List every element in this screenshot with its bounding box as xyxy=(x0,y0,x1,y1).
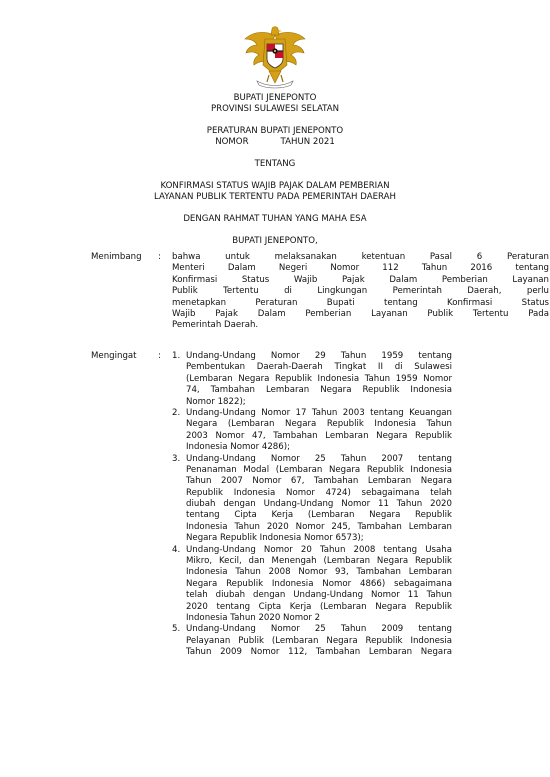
document-title-line-2: LAYANAN PUBLIK TERTENTU PADA PEMERINTAH DAERAH xyxy=(154,192,396,202)
mengingat-item-line: Penanaman Modal (Lembaran Negara Republik Indonesia xyxy=(186,464,452,475)
mengingat-item xyxy=(172,454,550,545)
regent-heading: BUPATI JENEPONTO, xyxy=(232,236,318,246)
nomor-label: NOMOR xyxy=(215,137,249,147)
mengingat-list xyxy=(172,351,550,659)
mengingat-item-line: (Lembaran Negara Republik Indonesia Tahun 1959 Nomor xyxy=(186,373,452,384)
mengingat-item-line: Indonesia Nomor 4286); xyxy=(186,442,290,453)
mengingat-item-line: Undang-Undang Nomor 17 Tahun 2003 tentang Keuangan xyxy=(186,407,452,418)
menimbang-line: Menteri Dalam Negeri Nomor 112 Tahun 2016 tentang xyxy=(172,263,549,274)
mengingat-item-line: Indonesia Tahun 2020 Nomor 245, Tambahan Lembaran xyxy=(186,521,452,532)
menimbang-line: bahwa untuk melaksanakan ketentuan Pasal 6 Peraturan xyxy=(172,252,549,262)
mengingat-item-line: Undang-Undang Nomor 25 Tahun 2009 tentang xyxy=(186,624,452,635)
mengingat-item-line: Pembentukan Daerah-Daerah Tingkat II di Sulawesi xyxy=(186,362,452,373)
mengingat-item-number: 1. xyxy=(172,351,181,361)
mengingat-item-line: Indonesia Tahun 2020 Nomor 2 xyxy=(186,612,321,623)
mengingat-item-line: Indonesia Tahun 2008 Nomor 93, Tambahan Lembaran xyxy=(186,567,452,578)
header-province: PROVINSI SULAWESI SELATAN xyxy=(210,104,340,114)
mengingat-item-line: Mikro, Kecil, dan Menengah (Lembaran Negara Republik xyxy=(186,556,452,567)
invocation-text: DENGAN RAHMAT TUHAN YANG MAHA ESA xyxy=(183,214,367,224)
mengingat-item xyxy=(172,545,550,625)
mengingat-item-line: telah diubah dengan Undang-Undang Nomor 11 Tahun xyxy=(186,590,452,601)
mengingat-item-number: 5. xyxy=(172,624,181,635)
mengingat-item-line: Nomor 1822); xyxy=(186,396,246,407)
mengingat-label: Mengingat xyxy=(91,351,137,361)
mengingat-item-line: diubah dengan Undang-Undang Nomor 11 Tahun 2020 xyxy=(186,499,452,510)
mengingat-item-line: 2020 tentang Cipta Kerja (Lembaran Negara Republik xyxy=(186,601,452,612)
mengingat-item-number: 4. xyxy=(172,544,181,555)
mengingat-item-line: Tahun 2009 Nomor 112, Tambahan Lembaran Negara xyxy=(186,647,452,658)
garuda-emblem-icon xyxy=(243,25,307,91)
header-nomor-line xyxy=(0,137,550,148)
mengingat-item-line: 2003 Nomor 47, Tambahan Lembaran Negara Republik xyxy=(186,430,452,441)
mengingat-item-line: Pelayanan Publik (Lembaran Negara Republik Indonesia xyxy=(186,635,452,646)
menimbang-line: Wajib Pajak Dalam Pemberian Layanan Publik Tertentu Pada xyxy=(172,308,549,319)
mengingat-item-line: Negara (Lembaran Negara Republik Indonesia Tahun xyxy=(186,419,452,430)
header-regulation-title: PERATURAN BUPATI JENEPONTO xyxy=(206,126,344,136)
mengingat-item xyxy=(172,624,550,658)
menimbang-line: Konfirmasi Status Wajib Pajak Dalam Pemberian Layanan xyxy=(172,274,549,285)
mengingat-item-line: tentang Cipta Kerja (Lembaran Negara Republik xyxy=(186,510,452,521)
document-title-line-1: KONFIRMASI STATUS WAJIB PAJAK DALAM PEMBERIAN xyxy=(160,181,390,191)
mengingat-item-line: Negara Republik Indonesia Nomor 6573); xyxy=(186,533,364,544)
mengingat-colon: : xyxy=(158,351,161,361)
menimbang-label: Menimbang xyxy=(91,252,142,262)
mengingat-item-line: Tahun 2007 Nomor 67, Tambahan Lembaran Negara xyxy=(186,476,452,487)
mengingat-item-number: 2. xyxy=(172,407,181,418)
mengingat-item-line: Republik Indonesia Nomor 4724) sebagaimana telah xyxy=(186,487,452,498)
header-regent-title: BUPATI JENEPONTO xyxy=(233,93,317,103)
menimbang-line: Pemerintah Daerah. xyxy=(172,320,259,331)
mengingat-item-line: Undang-Undang Nomor 20 Tahun 2008 tentang Usaha xyxy=(186,544,452,555)
mengingat-item xyxy=(172,351,550,408)
menimbang-line: Publik Tertentu di Lingkungan Pemerintah Daerah, perlu xyxy=(172,286,549,297)
menimbang-text xyxy=(172,252,549,332)
mengingat-item xyxy=(172,408,550,454)
menimbang-line: menetapkan Peraturan Bupati tentang Konfirmasi Status xyxy=(172,297,549,308)
mengingat-item-line: 74, Tambahan Lembaran Negara Republik Indonesia xyxy=(186,385,452,396)
mengingat-item-line: Negara Republik Indonesia Nomor 4866) sebagaimana xyxy=(186,578,452,589)
mengingat-item-line: Undang-Undang Nomor 29 Tahun 1959 tentang xyxy=(186,351,452,361)
mengingat-item-line: Undang-Undang Nomor 25 Tahun 2007 tentang xyxy=(186,453,452,464)
mengingat-item-number: 3. xyxy=(172,453,181,464)
tahun-label: TAHUN 2021 xyxy=(280,137,335,147)
menimbang-colon: : xyxy=(158,252,161,262)
header-tentang: TENTANG xyxy=(254,159,296,169)
